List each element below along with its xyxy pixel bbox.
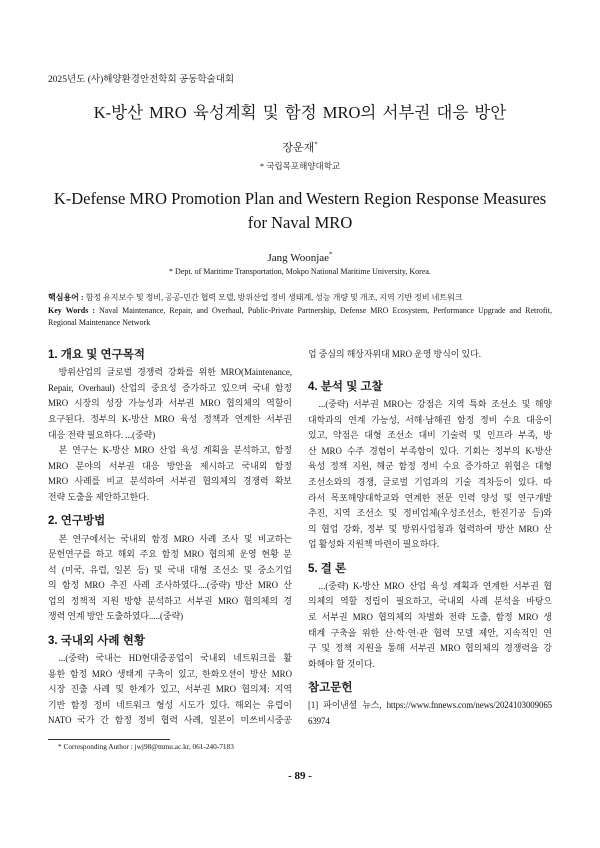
keywords-english-continued <box>48 317 552 330</box>
korean-title: K-방산 MRO 육성계획 및 함정 MRO의 서부권 대응 방안 <box>93 103 507 122</box>
text-line: NATO 국가 간 함정 정비 협력 사례, 일본이 미쓰비시중공 <box>48 715 292 726</box>
paragraph <box>308 397 552 553</box>
text-line: Repair, Overhaul) 산업의 중요성 증가하고 있으며 국내 함정 <box>48 382 292 393</box>
text-line: ...(중략) 서부권 MRO는 강점은 지역 특화 조선소 및 해양 <box>318 398 552 409</box>
text-line: ...(중략) 국내는 HD현대중공업이 국내외 네트워크를 활 <box>58 653 292 664</box>
paragraph <box>48 651 292 729</box>
text-line: 의 협업 강화, 정부 및 방위사업청과 협력하여 방산 MRO 산 <box>308 523 552 534</box>
text-line: MRO 시장의 성장 가능성과 서부권 MRO 협의체의 역할이 <box>48 398 292 409</box>
section-heading: 3. 국내외 사례 현황 <box>48 634 145 647</box>
text-line: 육성 정책 지원, 해군 함정 정비 수요 증가하고 위협은 대형 <box>308 461 552 472</box>
section-heading: 4. 분석 및 고찰 <box>308 380 383 393</box>
text-line: 기반 함정 정비 네트워크 형성 시도가 있다. 해외는 유럽이 <box>48 699 292 710</box>
english-title-line: K-Defense MRO Promotion Plan and Western Region Response Measures <box>53 189 547 208</box>
text-line: MRO 분야의 서부권 대응 방안을 제시하고 국내외 함정 <box>48 460 292 471</box>
text-line: 쟁력 연계 방안 도출하였다.....(중략) <box>48 611 184 622</box>
text-line: 구 및 정책 지원을 통해 서부권 MRO 협의체의 경쟁력을 강 <box>308 643 552 654</box>
right-column <box>308 347 552 730</box>
text-line: 본 연구는 K-방산 MRO 산업 육성 계획을 분석하고, 함정 <box>58 445 292 456</box>
section <box>48 506 292 626</box>
keywords-korean <box>48 292 552 305</box>
text-line: ...(중략) K-방산 MRO 산업 육성 계획과 연계한 서부권 협 <box>318 580 552 591</box>
section-heading: 2. 연구방법 <box>48 515 106 528</box>
paragraph <box>308 347 552 363</box>
text-line: 업 중심의 해상자위대 MRO 운영 방식이 있다. <box>308 349 481 359</box>
text-line: 업의 정책적 지원 방향 분석하고 서부권 MRO 협의체의 경 <box>48 595 292 606</box>
keywords-english-label: Key Words : <box>48 305 95 315</box>
text-line: 본 연구에서는 국내외 함정 MRO 사례 조사 및 비교하는 <box>58 533 292 544</box>
text-line: [1] 파이낸셜 뉴스, https://www.fnnews.com/news/2024103009065 <box>308 700 552 711</box>
reference-entry <box>308 698 552 729</box>
keywords <box>48 292 552 330</box>
text-line: 요구된다. 정부의 K-방산 MRO 육성 정책과 연계한 서부권 <box>48 413 292 424</box>
text-line: 의 함정 MRO 추진 사례 조사하였다....(중략) 방산 MRO 산 <box>48 580 292 591</box>
keywords-english-text: Regional Maintenance Network <box>48 318 151 327</box>
references-heading: 참고문헌 <box>308 682 353 695</box>
english-title-line: for Naval MRO <box>247 213 353 232</box>
text-line: 문헌연구를 하고 해외 주요 함정 MRO 협의체 운영 현황 분 <box>48 549 292 560</box>
text-line: 63974 <box>308 716 330 727</box>
references-section <box>308 672 552 729</box>
paragraph <box>48 443 292 505</box>
english-affiliation: * Dept. of Maritime Transportation, Mokpo National Maritime University, Korea. <box>169 267 431 276</box>
section-heading: 1. 개요 및 연구목적 <box>48 349 145 361</box>
left-column <box>48 347 292 729</box>
text-line: 시장 진출 사례 및 한계가 있고, 서부권 MRO 협의체: 지역 <box>48 684 292 695</box>
text-line: 석 (미국, 유럽, 일본 등) 및 국내 대형 조선소 및 중소기업 <box>48 564 292 575</box>
text-line: 라서 목포해양대학교와 연계한 전문 인력 양성 및 연구개발 <box>308 492 552 503</box>
keywords-english-text: Naval Maintenance, Repair, and Overhaul, Public-Private Partnership, Defense MRO Ecosystem, Performance Upgrade and Retrofit, <box>99 305 552 315</box>
section <box>308 553 552 673</box>
text-line: 대응 전략 필요하다. ...(중략) <box>48 429 156 440</box>
author-mark: * <box>329 251 333 259</box>
text-line: 의체의 역할 정립이 필요하고, 국내외 사례 분석을 바탕으 <box>308 596 552 607</box>
text-line: 있고, 약점은 대형 조선소 대비 기술력 및 인프라 부족, 방 <box>308 430 552 441</box>
keywords-korean-label: 핵심용어 : <box>48 293 84 302</box>
text-line: 대학과의 연계 가능성, 서해·남해권 함정 정비 수요 대응이 <box>308 414 552 425</box>
author-mark: * <box>314 141 318 149</box>
paragraph <box>48 532 292 626</box>
text-line: 조선소와의 경쟁, 글로벌 기업과의 기술 격차등이 있다. 따 <box>308 476 552 487</box>
paragraph <box>308 579 552 673</box>
text-line: 로 서부권 MRO 협의체의 차별화 전략 도출, 함정 MRO 생 <box>308 612 552 623</box>
english-title <box>0 187 600 235</box>
text-line: 화해야 할 것이다. <box>308 658 375 669</box>
page-number: - 89 - <box>288 770 312 782</box>
paragraph <box>48 365 292 443</box>
text-line: 전략 도출을 제안하고한다. <box>48 491 149 502</box>
korean-affiliation: * 국립목포해양대학교 <box>259 161 341 171</box>
text-line: 산 MRO 수주 경험이 부족함이 있다. 기회는 정부의 K-방산 <box>308 445 552 456</box>
section <box>48 625 292 729</box>
korean-author <box>0 141 600 155</box>
keywords-korean-text: 함정 유지보수 및 정비, 공공-민간 협력 모델, 방위산업 정비 생태계, 성능 개량 및 개조, 지역 기반 정비 네트워크 <box>85 293 463 302</box>
author-name: Jang Woonjae <box>267 252 330 264</box>
text-line: 용한 함정 MRO 생태계 구축이 있고, 한화오션이 방산 MRO <box>48 668 292 679</box>
corresponding-author-footnote: * Corresponding Author : jwj98@mmu.ac.kr, 061-240-7183 <box>58 742 234 751</box>
footnote-divider <box>48 739 170 740</box>
text-line: 방위산업의 글로벌 경쟁력 강화를 위한 MRO(Maintenance, <box>58 367 292 378</box>
text-line: 태계 구축을 위한 산·학·연·관 협력 모델 제안, 지속적인 연 <box>308 627 552 638</box>
keywords-english <box>48 305 552 318</box>
section-heading: 5. 결 론 <box>308 562 347 575</box>
text-line: MRO 사례를 비교 분석하여 서부권 협의체의 경쟁력 확보 <box>48 476 292 487</box>
section <box>308 371 552 553</box>
continued-text <box>308 347 552 371</box>
author-name: 장운재 <box>282 142 315 154</box>
conference-header: 2025년도 (사)해양환경안전학회 공동학술대회 <box>48 75 235 85</box>
english-author <box>0 251 600 265</box>
text-line: 추진, 지역 조선소 및 정비업체(우성조선소, 한진기공 등)와 <box>308 508 552 519</box>
text-line: 업 활성화 지원책 마련이 필요하다. <box>308 539 440 550</box>
section <box>48 347 292 506</box>
